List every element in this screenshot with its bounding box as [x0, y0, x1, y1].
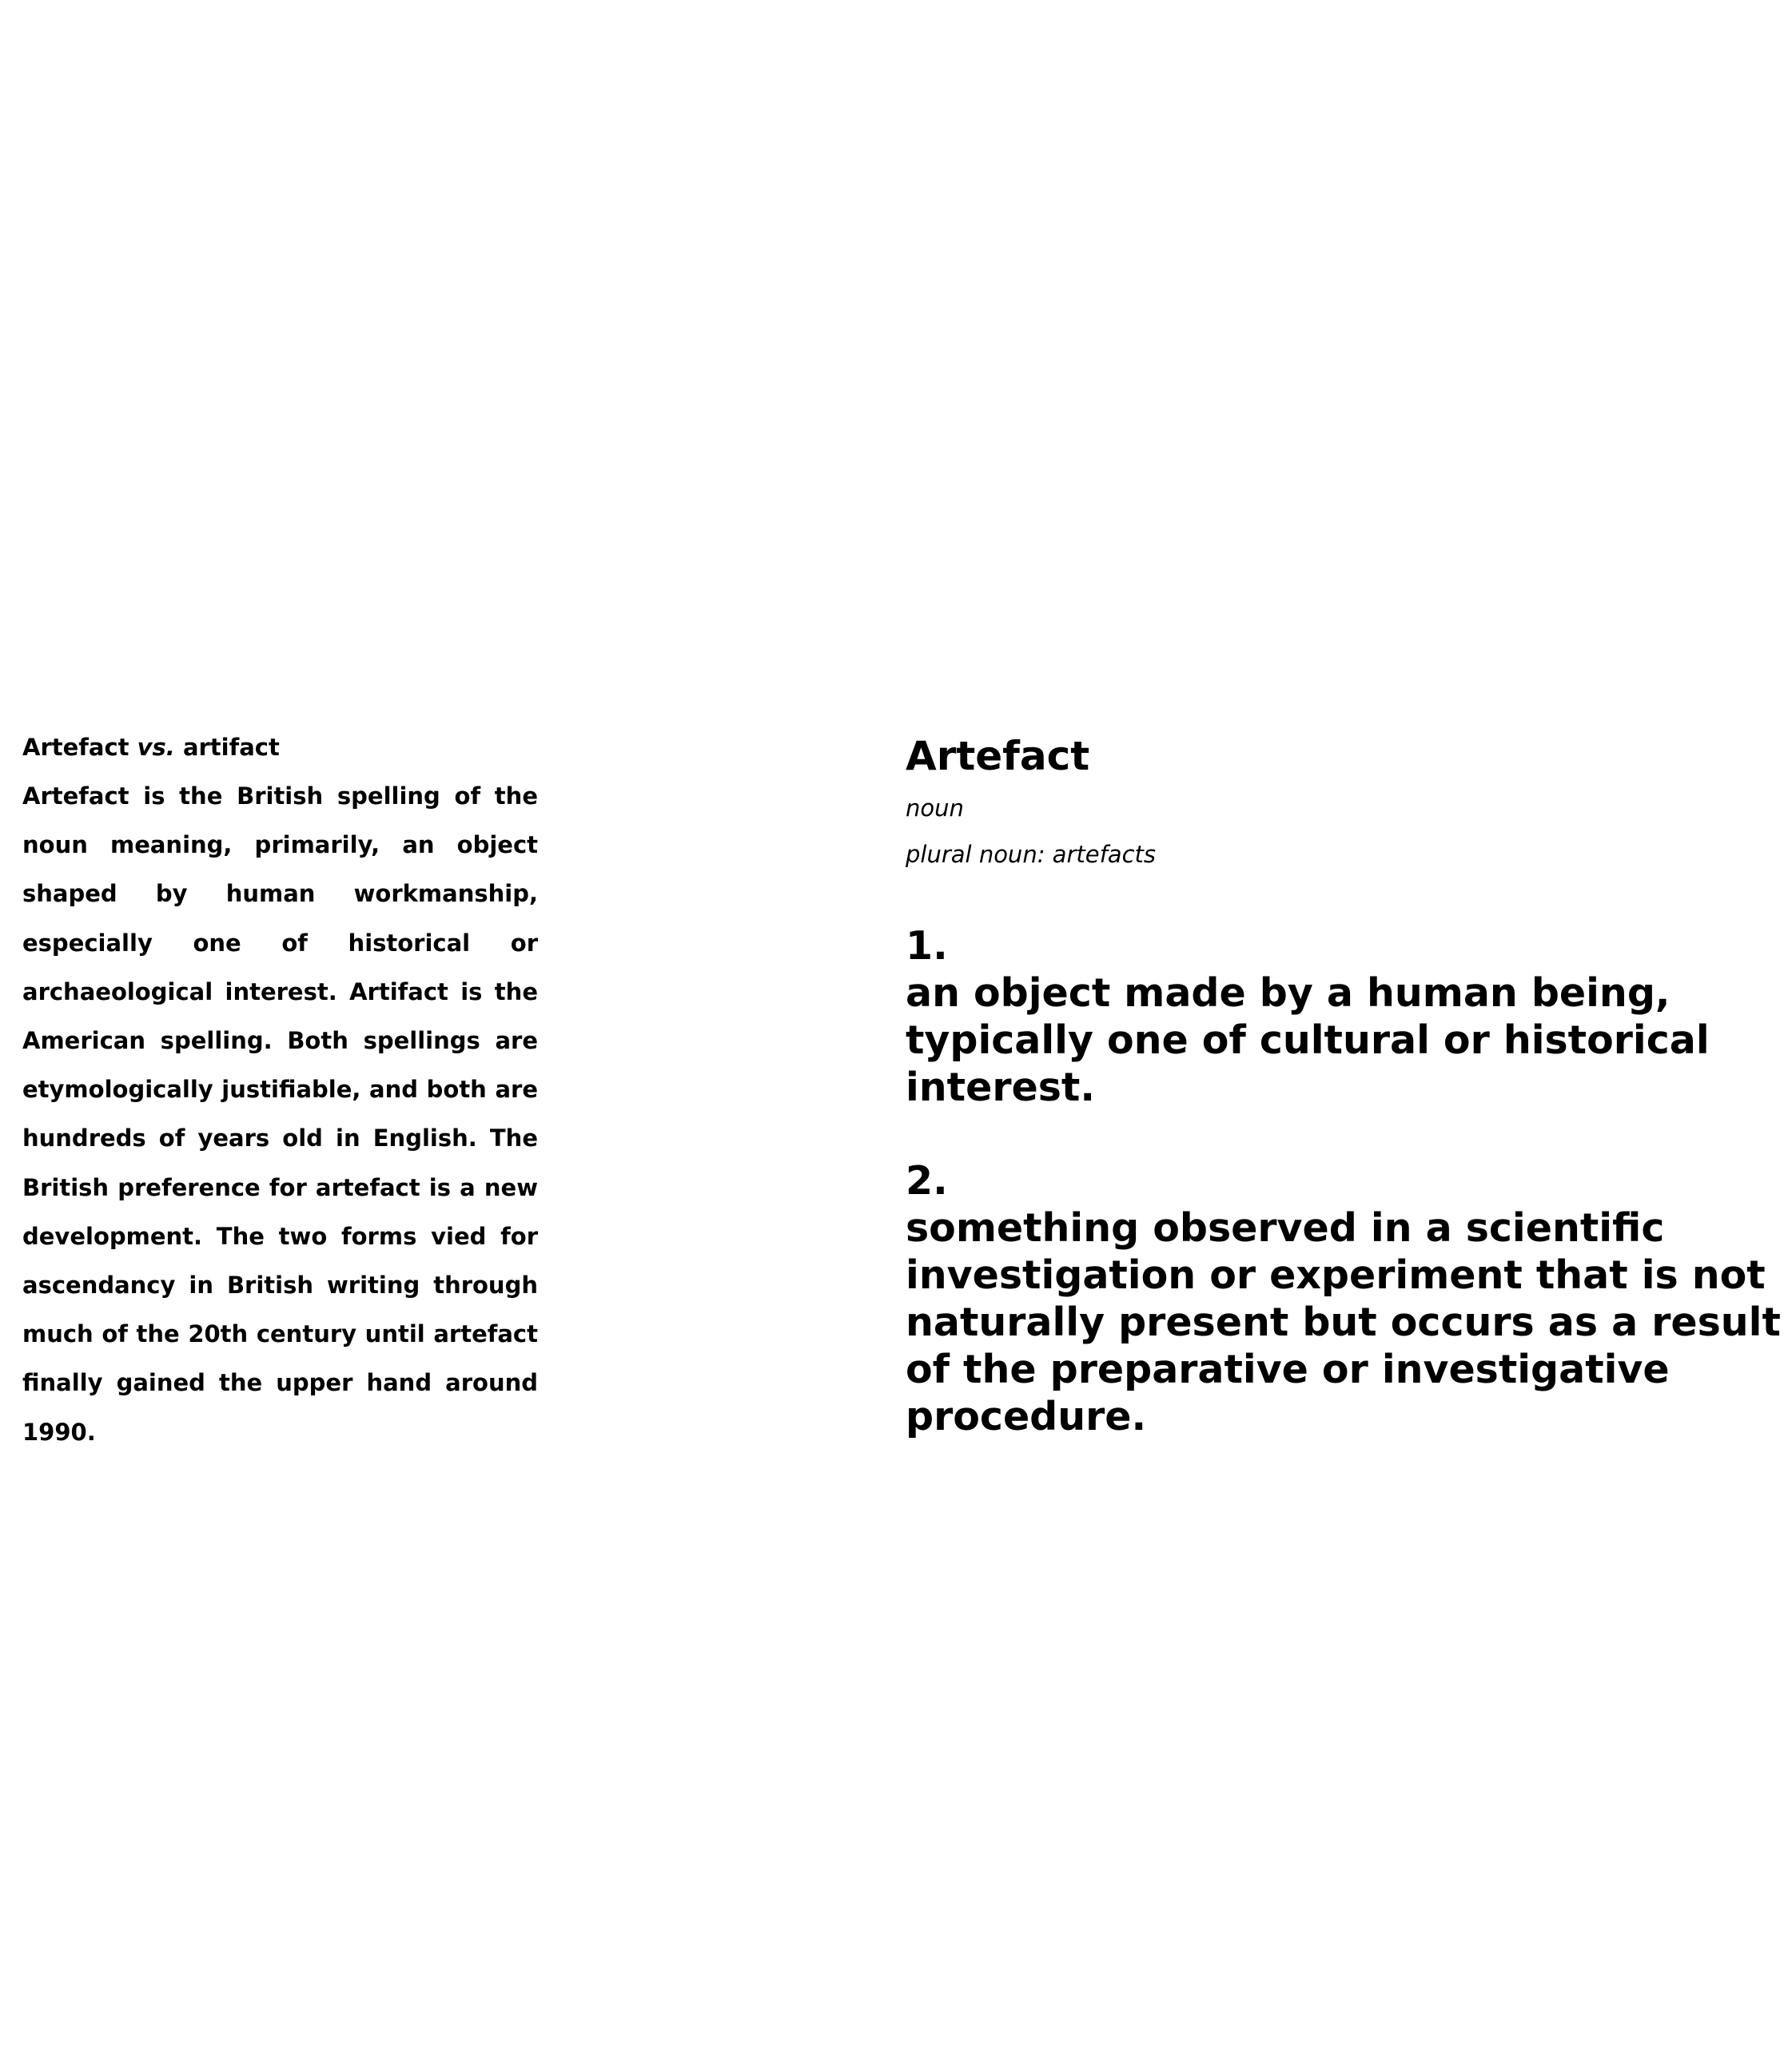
usage-note: [22, 723, 538, 1457]
entry-plural: plural noun: artefacts: [906, 841, 1156, 868]
entry-part-of-speech: noun: [906, 794, 964, 822]
sense-number: 1.: [906, 923, 948, 969]
usage-note-heading-word1: Artefact: [22, 734, 129, 761]
sense-definition: an object made by a human being, typically one of cultural or historical interest.: [906, 970, 1710, 1110]
usage-note-body: Artefact is the British spelling of the noun meaning, primarily, an object shaped by human workmanship, especially one of historical or archaeological interest. Artifact is the American spelling. Both spellings are etymologically justifiable, and both are hundreds of years old in English. The British preference for artefact is a new development. The two forms vied for ascendancy in British writing through much of the 20th century until artefact finally gained the upper hand around 1990.: [22, 782, 538, 1446]
sense-definition: something observed in a scientific investigation or experiment that is not naturally present but occurs as a result of the preparative or investigative procedure.: [906, 1205, 1781, 1439]
entry-sense-1: [906, 922, 1785, 1111]
usage-note-heading-word2: artifact: [182, 734, 280, 761]
usage-note-heading-vs: vs.: [137, 734, 175, 761]
entry-headword: Artefact: [906, 733, 1090, 779]
entry-sense-2: [906, 1157, 1785, 1440]
sense-number: 2.: [906, 1158, 948, 1204]
dictionary-entry: [906, 727, 1785, 1440]
usage-note-heading: [22, 723, 538, 772]
